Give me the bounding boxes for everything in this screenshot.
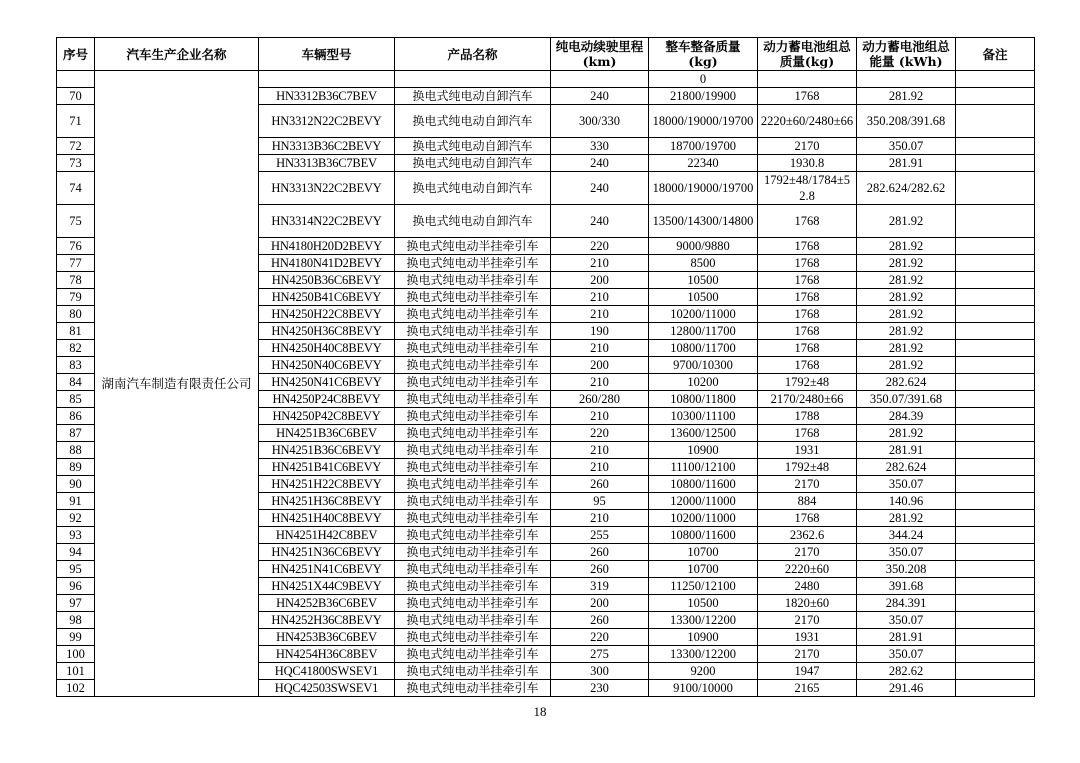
cell-battery-energy: 350.07/391.68 [857, 391, 956, 408]
cell-mass: 11250/12100 [649, 578, 758, 595]
cell-product: 换电式纯电动半挂牵引车 [395, 255, 551, 272]
header-benergy-line1: 动力蓄电池组总 [862, 39, 950, 54]
cell-seq: 86 [57, 408, 95, 425]
cell-battery-energy: 291.46 [857, 680, 956, 697]
cell-model: HN4253B36C6BEV [259, 629, 395, 646]
cell-battery-mass: 2480 [758, 578, 857, 595]
cell-seq: 90 [57, 476, 95, 493]
cell-model [259, 71, 395, 88]
cell-battery-mass: 1792±48 [758, 374, 857, 391]
cell-note [956, 510, 1035, 527]
cell-seq: 82 [57, 340, 95, 357]
cell-mass: 10800/11700 [649, 340, 758, 357]
cell-battery-mass: 1788 [758, 408, 857, 425]
cell-note [956, 289, 1035, 306]
cell-note [956, 71, 1035, 88]
cell-battery-mass: 1792±48 [758, 459, 857, 476]
vehicle-table [56, 37, 1035, 697]
cell-range: 240 [551, 155, 649, 172]
cell-range: 260/280 [551, 391, 649, 408]
cell-product: 换电式纯电动自卸汽车 [395, 138, 551, 155]
cell-note [956, 374, 1035, 391]
cell-product: 换电式纯电动半挂牵引车 [395, 680, 551, 697]
cell-range: 210 [551, 255, 649, 272]
cell-battery-energy: 344.24 [857, 527, 956, 544]
cell-note [956, 272, 1035, 289]
cell-product: 换电式纯电动半挂牵引车 [395, 391, 551, 408]
cell-model: HN4250N40C6BEVY [259, 357, 395, 374]
cell-mass: 10200/11000 [649, 306, 758, 323]
cell-battery-energy: 350.07 [857, 138, 956, 155]
cell-model: HQC41800SWSEV1 [259, 663, 395, 680]
cell-range: 319 [551, 578, 649, 595]
cell-model: HN4251X44C9BEVY [259, 578, 395, 595]
cell-product: 换电式纯电动半挂牵引车 [395, 374, 551, 391]
cell-range: 220 [551, 629, 649, 646]
cell-mass: 18700/19700 [649, 138, 758, 155]
cell-note [956, 595, 1035, 612]
cell-note [956, 155, 1035, 172]
cell-battery-energy: 281.91 [857, 155, 956, 172]
cell-battery-mass: 1820±60 [758, 595, 857, 612]
cell-battery-mass: 1768 [758, 238, 857, 255]
cell-range: 275 [551, 646, 649, 663]
cell-battery-energy: 282.624 [857, 374, 956, 391]
cell-model: HN4251N36C6BEVY [259, 544, 395, 561]
cell-mass: 12000/11000 [649, 493, 758, 510]
cell-model: HN3313B36C7BEV [259, 155, 395, 172]
cell-seq: 80 [57, 306, 95, 323]
cell-seq: 88 [57, 442, 95, 459]
cell-model: HN4250P24C8BEVY [259, 391, 395, 408]
cell-note [956, 205, 1035, 238]
cell-battery-energy: 391.68 [857, 578, 956, 595]
cell-note [956, 425, 1035, 442]
cell-seq: 101 [57, 663, 95, 680]
cell-battery-energy: 281.91 [857, 442, 956, 459]
cell-product: 换电式纯电动半挂牵引车 [395, 629, 551, 646]
header-seq: 序号 [57, 38, 95, 71]
header-mass: 整车整备质量(kg) [649, 38, 758, 71]
cell-note [956, 476, 1035, 493]
cell-product: 换电式纯电动自卸汽车 [395, 88, 551, 105]
cell-seq: 91 [57, 493, 95, 510]
cell-model: HN3312B36C7BEV [259, 88, 395, 105]
cell-mass: 9000/9880 [649, 238, 758, 255]
cell-model: HN4180H20D2BEVY [259, 238, 395, 255]
cell-mass: 9200 [649, 663, 758, 680]
cell-mass: 8500 [649, 255, 758, 272]
cell-seq: 70 [57, 88, 95, 105]
cell-product: 换电式纯电动半挂牵引车 [395, 306, 551, 323]
cell-product: 换电式纯电动自卸汽车 [395, 105, 551, 138]
cell-model: HN4254H36C8BEV [259, 646, 395, 663]
cell-seq: 94 [57, 544, 95, 561]
header-range [551, 38, 649, 71]
cell-note [956, 629, 1035, 646]
cell-battery-mass: 2170 [758, 476, 857, 493]
cell-product: 换电式纯电动半挂牵引车 [395, 272, 551, 289]
cell-range: 210 [551, 289, 649, 306]
cell-product: 换电式纯电动半挂牵引车 [395, 663, 551, 680]
cell-battery-energy [857, 71, 956, 88]
cell-battery-mass: 1768 [758, 323, 857, 340]
cell-product: 换电式纯电动半挂牵引车 [395, 476, 551, 493]
continuation-row [57, 71, 1035, 88]
cell-battery-energy: 282.62 [857, 663, 956, 680]
cell-range: 260 [551, 544, 649, 561]
cell-seq: 83 [57, 357, 95, 374]
cell-product: 换电式纯电动半挂牵引车 [395, 238, 551, 255]
cell-product: 换电式纯电动半挂牵引车 [395, 544, 551, 561]
cell-seq: 96 [57, 578, 95, 595]
cell-mass: 10800/11800 [649, 391, 758, 408]
cell-range: 300 [551, 663, 649, 680]
cell-mass: 10200/11000 [649, 510, 758, 527]
cell-battery-energy: 281.92 [857, 357, 956, 374]
cell-battery-mass: 2170 [758, 646, 857, 663]
cell-model: HN4250P42C8BEVY [259, 408, 395, 425]
cell-note [956, 612, 1035, 629]
cell-range: 300/330 [551, 105, 649, 138]
cell-mass: 10200 [649, 374, 758, 391]
cell-seq: 73 [57, 155, 95, 172]
cell-model: HN4250H40C8BEVY [259, 340, 395, 357]
cell-range: 210 [551, 340, 649, 357]
cell-note [956, 561, 1035, 578]
cell-note [956, 138, 1035, 155]
cell-range: 260 [551, 476, 649, 493]
cell-product: 换电式纯电动半挂牵引车 [395, 493, 551, 510]
cell-mass: 13500/14300/14800 [649, 205, 758, 238]
cell-mass: 10500 [649, 595, 758, 612]
cell-battery-mass: 2170 [758, 544, 857, 561]
cell-note [956, 493, 1035, 510]
cell-model: HN4252B36C6BEV [259, 595, 395, 612]
cell-range: 260 [551, 561, 649, 578]
table-header [57, 38, 1035, 71]
header-company: 汽车生产企业名称 [95, 38, 259, 71]
cell-model: HN4251B36C6BEV [259, 425, 395, 442]
cell-battery-mass: 1768 [758, 306, 857, 323]
cell-seq: 76 [57, 238, 95, 255]
cell-product: 换电式纯电动半挂牵引车 [395, 442, 551, 459]
header-range-line1: 纯电动续驶里程 [555, 39, 644, 54]
cell-mass: 10500 [649, 272, 758, 289]
cell-model: HN3313B36C2BEVY [259, 138, 395, 155]
cell-range: 210 [551, 306, 649, 323]
cell-battery-mass: 1768 [758, 425, 857, 442]
cell-battery-energy: 350.07 [857, 544, 956, 561]
cell-product: 换电式纯电动半挂牵引车 [395, 510, 551, 527]
cell-battery-energy: 284.39 [857, 408, 956, 425]
cell-battery-mass: 1947 [758, 663, 857, 680]
cell-range: 210 [551, 408, 649, 425]
cell-battery-mass: 1768 [758, 357, 857, 374]
cell-note [956, 105, 1035, 138]
cell-battery-mass: 1931 [758, 629, 857, 646]
cell-note [956, 663, 1035, 680]
cell-battery-energy: 284.391 [857, 595, 956, 612]
cell-seq: 85 [57, 391, 95, 408]
cell-mass: 0 [649, 71, 758, 88]
cell-battery-energy: 140.96 [857, 493, 956, 510]
cell-product: 换电式纯电动半挂牵引车 [395, 612, 551, 629]
cell-model: HN4250N41C6BEVY [259, 374, 395, 391]
cell-mass: 13600/12500 [649, 425, 758, 442]
cell-range: 200 [551, 595, 649, 612]
cell-battery-mass: 884 [758, 493, 857, 510]
cell-note [956, 340, 1035, 357]
cell-note [956, 357, 1035, 374]
cell-battery-energy: 281.92 [857, 272, 956, 289]
cell-battery-energy: 282.624 [857, 459, 956, 476]
cell-range: 220 [551, 238, 649, 255]
cell-range: 330 [551, 138, 649, 155]
cell-battery-energy: 281.92 [857, 255, 956, 272]
cell-battery-energy: 281.92 [857, 510, 956, 527]
cell-product: 换电式纯电动自卸汽车 [395, 205, 551, 238]
cell-note [956, 408, 1035, 425]
cell-battery-energy: 281.92 [857, 88, 956, 105]
cell-seq [57, 71, 95, 88]
cell-seq: 97 [57, 595, 95, 612]
cell-range: 240 [551, 205, 649, 238]
cell-battery-energy: 350.07 [857, 646, 956, 663]
cell-model: HN4251H22C8BEVY [259, 476, 395, 493]
cell-battery-mass: 2220±60/2480±66 [758, 105, 857, 138]
cell-range: 240 [551, 172, 649, 205]
cell-mass: 12800/11700 [649, 323, 758, 340]
cell-battery-energy: 281.92 [857, 306, 956, 323]
cell-battery-mass: 2362.6 [758, 527, 857, 544]
cell-range: 210 [551, 510, 649, 527]
company-cell [95, 71, 259, 697]
cell-model: HN4250H36C8BEVY [259, 323, 395, 340]
company-name: 湖南汽车制造有限责任公司 [101, 375, 252, 391]
cell-battery-energy: 350.07 [857, 476, 956, 493]
cell-battery-mass: 1931 [758, 442, 857, 459]
cell-seq: 89 [57, 459, 95, 476]
cell-product: 换电式纯电动半挂牵引车 [395, 357, 551, 374]
cell-range: 200 [551, 272, 649, 289]
header-bmass-line1: 动力蓄电池组总 [763, 39, 851, 54]
cell-range: 260 [551, 612, 649, 629]
cell-seq: 98 [57, 612, 95, 629]
cell-model: HN4251H36C8BEVY [259, 493, 395, 510]
cell-battery-mass: 1930.8 [758, 155, 857, 172]
cell-note [956, 391, 1035, 408]
cell-battery-mass: 1768 [758, 88, 857, 105]
cell-model: HN4251B36C6BEVY [259, 442, 395, 459]
cell-mass: 13300/12200 [649, 612, 758, 629]
cell-seq: 79 [57, 289, 95, 306]
cell-product: 换电式纯电动半挂牵引车 [395, 527, 551, 544]
cell-battery-mass: 1768 [758, 289, 857, 306]
cell-note [956, 323, 1035, 340]
cell-product: 换电式纯电动半挂牵引车 [395, 561, 551, 578]
cell-battery-mass: 1792±48/1784±52.8 [758, 172, 857, 205]
cell-battery-mass [758, 71, 857, 88]
cell-model: HN4251N41C6BEVY [259, 561, 395, 578]
header-battery-mass [758, 38, 857, 71]
cell-battery-mass: 2165 [758, 680, 857, 697]
cell-range: 210 [551, 374, 649, 391]
cell-model: HN4252H36C8BEVY [259, 612, 395, 629]
cell-note [956, 527, 1035, 544]
cell-battery-mass: 2170 [758, 612, 857, 629]
cell-mass: 9700/10300 [649, 357, 758, 374]
cell-range: 190 [551, 323, 649, 340]
cell-seq: 92 [57, 510, 95, 527]
cell-product: 换电式纯电动半挂牵引车 [395, 408, 551, 425]
cell-model: HN4250B41C6BEVY [259, 289, 395, 306]
cell-product: 换电式纯电动半挂牵引车 [395, 578, 551, 595]
cell-mass: 10800/11600 [649, 476, 758, 493]
cell-battery-mass: 1768 [758, 340, 857, 357]
cell-product: 换电式纯电动半挂牵引车 [395, 340, 551, 357]
cell-mass: 10900 [649, 629, 758, 646]
cell-seq: 72 [57, 138, 95, 155]
cell-mass: 10700 [649, 561, 758, 578]
cell-range [551, 71, 649, 88]
cell-mass: 10300/11100 [649, 408, 758, 425]
cell-note [956, 238, 1035, 255]
cell-note [956, 255, 1035, 272]
cell-mass: 10800/11600 [649, 527, 758, 544]
cell-seq: 77 [57, 255, 95, 272]
cell-note [956, 88, 1035, 105]
cell-note [956, 306, 1035, 323]
cell-seq: 78 [57, 272, 95, 289]
cell-battery-mass: 1768 [758, 255, 857, 272]
cell-mass: 10500 [649, 289, 758, 306]
cell-battery-energy: 281.92 [857, 205, 956, 238]
cell-mass: 13300/12200 [649, 646, 758, 663]
header-note: 备注 [956, 38, 1035, 71]
cell-battery-mass: 2220±60 [758, 561, 857, 578]
cell-model: HQC42503SWSEV1 [259, 680, 395, 697]
cell-range: 240 [551, 88, 649, 105]
cell-range: 220 [551, 425, 649, 442]
header-benergy-line2: 能量 (kWh) [869, 54, 943, 69]
cell-battery-mass: 2170/2480±66 [758, 391, 857, 408]
cell-range: 210 [551, 459, 649, 476]
cell-product: 换电式纯电动半挂牵引车 [395, 289, 551, 306]
header-model: 车辆型号 [259, 38, 395, 71]
cell-battery-energy: 281.91 [857, 629, 956, 646]
cell-model: HN3312N22C2BEVY [259, 105, 395, 138]
cell-range: 230 [551, 680, 649, 697]
cell-mass: 21800/19900 [649, 88, 758, 105]
cell-mass: 10700 [649, 544, 758, 561]
cell-seq: 93 [57, 527, 95, 544]
cell-battery-energy: 350.07 [857, 612, 956, 629]
cell-seq: 87 [57, 425, 95, 442]
cell-range: 200 [551, 357, 649, 374]
cell-product: 换电式纯电动半挂牵引车 [395, 595, 551, 612]
cell-mass: 11100/12100 [649, 459, 758, 476]
cell-seq: 95 [57, 561, 95, 578]
cell-product: 换电式纯电动半挂牵引车 [395, 459, 551, 476]
cell-battery-energy: 350.208/391.68 [857, 105, 956, 138]
cell-note [956, 459, 1035, 476]
cell-mass: 22340 [649, 155, 758, 172]
cell-seq: 99 [57, 629, 95, 646]
cell-product: 换电式纯电动半挂牵引车 [395, 646, 551, 663]
cell-model: HN4251B41C6BEVY [259, 459, 395, 476]
cell-battery-mass: 2170 [758, 138, 857, 155]
cell-battery-energy: 282.624/282.62 [857, 172, 956, 205]
cell-note [956, 172, 1035, 205]
page-number: 18 [533, 704, 547, 719]
cell-model: HN3314N22C2BEVY [259, 205, 395, 238]
cell-model: HN4251H40C8BEVY [259, 510, 395, 527]
cell-mass: 18000/19000/19700 [649, 172, 758, 205]
cell-model: HN4250H22C8BEVY [259, 306, 395, 323]
cell-battery-energy: 281.92 [857, 323, 956, 340]
cell-seq: 75 [57, 205, 95, 238]
cell-product: 换电式纯电动自卸汽车 [395, 172, 551, 205]
cell-seq: 81 [57, 323, 95, 340]
cell-seq: 74 [57, 172, 95, 205]
cell-range: 95 [551, 493, 649, 510]
cell-range: 255 [551, 527, 649, 544]
header-product: 产品名称 [395, 38, 551, 71]
header-bmass-line2: 质量(kg) [779, 54, 835, 69]
cell-product: 换电式纯电动自卸汽车 [395, 155, 551, 172]
cell-battery-energy: 350.208 [857, 561, 956, 578]
cell-battery-energy: 281.92 [857, 238, 956, 255]
cell-note [956, 578, 1035, 595]
cell-seq: 102 [57, 680, 95, 697]
cell-note [956, 680, 1035, 697]
table-body [57, 71, 1035, 697]
header-range-line2: (km) [582, 54, 617, 69]
cell-note [956, 442, 1035, 459]
cell-seq: 71 [57, 105, 95, 138]
cell-battery-mass: 1768 [758, 272, 857, 289]
cell-seq: 84 [57, 374, 95, 391]
cell-mass: 10900 [649, 442, 758, 459]
cell-mass: 18000/19000/19700 [649, 105, 758, 138]
header-battery-energy [857, 38, 956, 71]
cell-seq: 100 [57, 646, 95, 663]
cell-product [395, 71, 551, 88]
cell-note [956, 646, 1035, 663]
cell-product: 换电式纯电动半挂牵引车 [395, 425, 551, 442]
cell-mass: 9100/10000 [649, 680, 758, 697]
cell-product: 换电式纯电动半挂牵引车 [395, 323, 551, 340]
cell-model: HN4250B36C6BEVY [259, 272, 395, 289]
cell-note [956, 544, 1035, 561]
cell-model: HN4251H42C8BEV [259, 527, 395, 544]
cell-model: HN3313N22C2BEVY [259, 172, 395, 205]
cell-battery-mass: 1768 [758, 510, 857, 527]
cell-battery-energy: 281.92 [857, 340, 956, 357]
cell-battery-mass: 1768 [758, 205, 857, 238]
cell-model: HN4180N41D2BEVY [259, 255, 395, 272]
cell-battery-energy: 281.92 [857, 289, 956, 306]
cell-battery-energy: 281.92 [857, 425, 956, 442]
cell-range: 210 [551, 442, 649, 459]
